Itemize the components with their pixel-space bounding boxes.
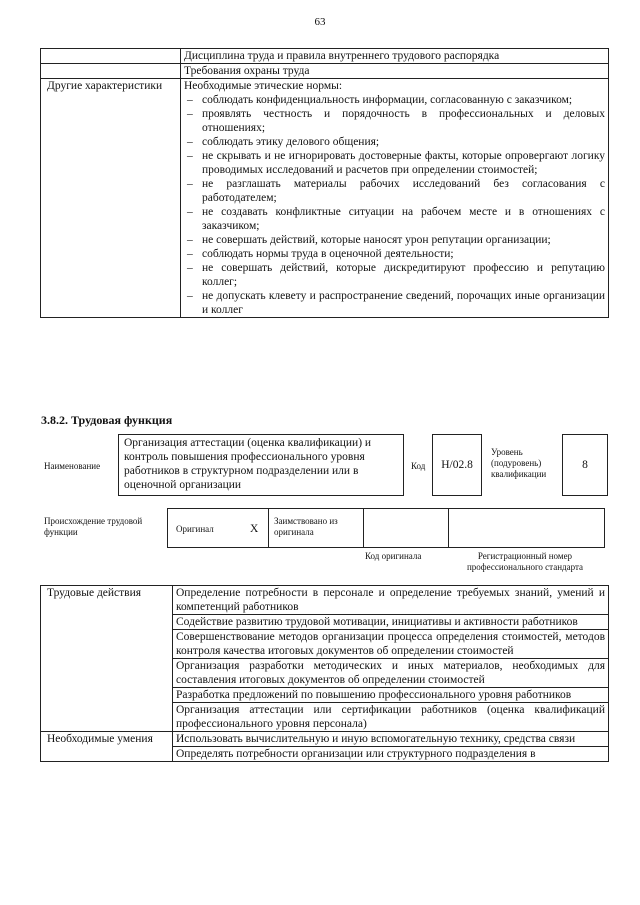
table-cell: Дисциплина труда и правила внутреннего трудового распорядка bbox=[181, 49, 609, 64]
page-number: 63 bbox=[314, 16, 326, 28]
borrowed-label: Заимствовано из оригинала bbox=[274, 516, 338, 537]
code-caption: Код оригинала bbox=[365, 551, 422, 561]
actions-table bbox=[40, 585, 609, 762]
table-cell: Содействие развитию трудовой мотивации, инициативы и активности работников bbox=[173, 615, 609, 630]
list-item: – не разглашать материалы рабочих исследований без согласования с работодателем; bbox=[184, 177, 605, 205]
list-item: – не совершать действий, которые наносят урон репутации организации; bbox=[184, 233, 605, 247]
table-cell: Определять потребности организации или структурного подразделения в bbox=[173, 747, 609, 762]
ethics-cell bbox=[181, 79, 609, 318]
table-cell: Совершенствование методов организации процесса определения стоимостей, методов контроля качества итоговых документов об определении стоимостей bbox=[173, 630, 609, 659]
list-item: – соблюдать конфиденциальность информации, согласованную с заказчиком; bbox=[184, 93, 605, 107]
row-label: Другие характеристики bbox=[41, 79, 181, 318]
origin-box bbox=[167, 508, 605, 548]
table-cell: Требования охраны труда bbox=[181, 64, 609, 79]
origin-label: Происхождение трудовой функции bbox=[44, 516, 143, 537]
table-row bbox=[41, 79, 609, 318]
list-item: – не допускать клевету и распространение сведений, порочащих иные организации и коллег bbox=[184, 289, 605, 317]
table-cell: Использовать вычислительную и иную вспомогательную технику, средства связи bbox=[173, 732, 609, 747]
empty-cell bbox=[41, 64, 181, 79]
row-label: Трудовые действия bbox=[41, 586, 173, 732]
function-name-box: Организация аттестации (оценка квалификации) и контроль повышения профессионального уровня работников в структурном подразделении или в оценочной организации bbox=[118, 434, 404, 496]
characteristics-table bbox=[40, 48, 609, 318]
table-row bbox=[41, 586, 609, 615]
divider bbox=[268, 509, 269, 547]
ethics-heading: Необходимые этические нормы: bbox=[184, 80, 343, 92]
code-value-box: Н/02.8 bbox=[432, 434, 482, 496]
list-item: – проявлять честность и порядочность в профессиональных и деловых отношениях; bbox=[184, 107, 605, 135]
list-item: – не совершать действий, которые дискредитируют профессию и репутацию коллег; bbox=[184, 261, 605, 289]
section-heading: 3.8.2. Трудовая функция bbox=[41, 413, 173, 427]
code-label: Код bbox=[411, 461, 426, 471]
table-cell: Разработка предложений по повышению профессионального уровня работников bbox=[173, 688, 609, 703]
list-item: – не создавать конфликтные ситуации на рабочем месте и в отношениях с заказчиком; bbox=[184, 205, 605, 233]
empty-cell bbox=[41, 49, 181, 64]
original-mark: X bbox=[250, 523, 259, 535]
original-label: Оригинал bbox=[176, 524, 214, 534]
list-item: – соблюдать нормы труда в оценочной деятельности; bbox=[184, 247, 605, 261]
ethics-list bbox=[184, 93, 605, 317]
table-cell: Организация разработки методических и иных материалов, необходимых для составления итоговых документов об определении стоимостей bbox=[173, 659, 609, 688]
list-item: – соблюдать этику делового общения; bbox=[184, 135, 605, 149]
table-row bbox=[41, 49, 609, 64]
name-label: Наименование bbox=[44, 461, 101, 471]
list-item: – не скрывать и не игнорировать достоверные факты, которые опровергают логику проводимых исследований и расчетов при определении стоимостей; bbox=[184, 149, 605, 177]
reg-caption: Регистрационный номер профессионального стандарта bbox=[466, 551, 584, 572]
table-row bbox=[41, 64, 609, 79]
divider bbox=[363, 509, 364, 547]
table-cell: Определение потребности в персонале и определение требуемых знаний, умений и компетенций работников bbox=[173, 586, 609, 615]
table-cell: Организация аттестации или сертификации работников (оценка квалификаций профессионального уровня персонала) bbox=[173, 703, 609, 732]
table-row bbox=[41, 732, 609, 747]
divider bbox=[448, 509, 449, 547]
row-label: Необходимые умения bbox=[41, 732, 173, 762]
level-value-box: 8 bbox=[562, 434, 608, 496]
level-label: Уровень (подуровень) квалификации bbox=[491, 447, 547, 479]
